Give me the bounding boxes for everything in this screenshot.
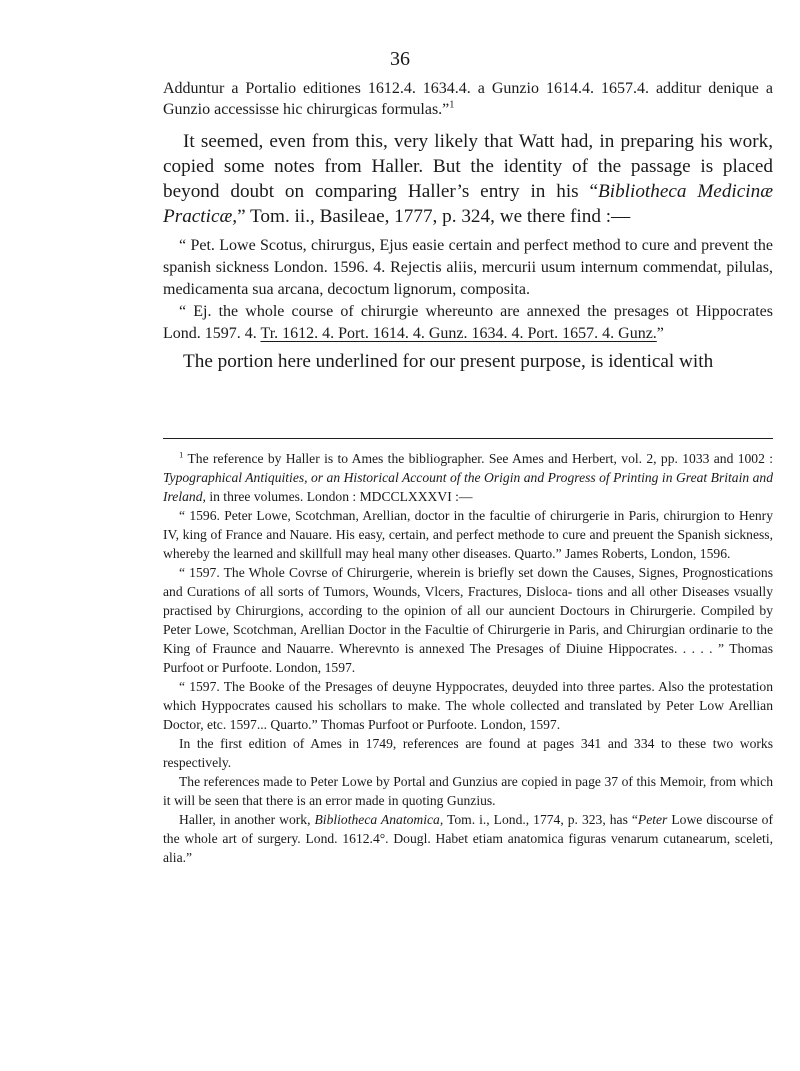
body-paragraph: It seemed, even from this, very likely that Watt had, in preparing his work, copied some notes from Haller. But the identity of the passage is placed beyond doubt on comparing Haller’s entry in his “Bibliotheca Medicinæ Practicæ,” Tom. ii., Basileae, 1777, p. 324, we there find :— [163,131,773,227]
book-title: Bibliotheca Anatomica, [314,812,444,827]
footnote-ref: 1 [449,99,455,111]
page-number: 36 [390,48,410,70]
book-title: Typographical Antiquities, or an Historical Account of the Origin and Progress of Printing in Great Britain and Ireland, [163,470,773,504]
haller-entry-1: “ Pet. Lowe Scotus, chirurgus, Ejus easie certain and perfect method to cure and prevent the spanish sickness London. 1596. 4. Rejectis aliis, mercurii usum internum commendat, pilulas, medicamenta sua arcana, decoctum lignorum, composita. [163,237,773,298]
main-text [163,78,773,374]
footnote-mark: 1 [179,449,184,460]
haller-entry-2: “ Ej. the whole course of chirurgie whereunto are annexed the presages ot Hippocrates Lond. 1597. 4. Tr. 1612. 4. Port. 1614. 4. Gunz. 1634. 4. Port. 1657. 4. Gunz.” [163,303,773,342]
footnote-entry-1597-presages: “ 1597. The Booke of the Presages of deuyne Hyppocrates, deuyded into three partes. Also the protestation which Hyppocrates caused his schollars to make. The whole collected and translated by Peter Low Arellian Doctor, etc. 1597... Quarto.” Thomas Purfoot or Purfoote. London, 1597. [163,679,773,732]
footnote-entry-1596: “ 1596. Peter Lowe, Scotchman, Arellian, doctor in the facultie of chirurgerie in Paris, chirurgion to Henry IV, king of France and Nauare. His easy, certain, and perfect methode to cure and preuent the Spanish sickness, whereby the learned and skillfull may heal many other diseases. Quarto.” James Roberts, London, 1596. [163,508,773,561]
footnote-1: $^1$ The reference by Haller is to Ames the bibliographer. See Ames and Herbert, vol. 2, pp. 1033 and 1002 : Typographical Antiquities, or an Historical Account of the Origin and Progress of Printing in Great Britain and Ireland, in three volumes. London : MDCCLXXXVI :— [163,449,773,504]
footnote-divider [163,438,773,439]
underlined-portion: Tr. 1612. 4. Port. 1614. 4. Gunz. 1634. 4. Port. 1657. 4. Gunz. [260,325,657,342]
latin-quote-paragraph: Adduntur a Portalio editiones 1612.4. 1634.4. a Gunzio 1614.4. 1657.4. additur denique a Gunzio accessisse hic chirurgicas formulas.”$^1$ [163,80,773,118]
footnote-haller-anatomica: Haller, in another work, Bibliotheca Anatomica, Tom. i., Lond., 1774, p. 323, has “Peter Lowe discourse of the whole art of surgery. Lond. 1612.4°. Dougl. Habet etiam anatomica figuras venarum cutanearum, sceleti, alia.” [163,812,773,865]
author-name: Peter [637,812,668,827]
footnote-ames-first-edition: In the first edition of Ames in 1749, references are found at pages 341 and 334 to these two works respectively. [163,736,773,770]
footnote-entry-1597-course: “ 1597. The Whole Covrse of Chirurgerie, wherein is briefly set down the Causes, Signes, Prognostications and Curations of all sorts of Tumors, Wounds, Vlcers, Fractures, Disloca- tions and all other Diseases vsually practised by Chirurgions, according to the opinion of all our auncient Doctours in Chirurgerie. Compiled by Peter Lowe, Scotchman, Arellian Doctor in the Facultie of Chirurgerie in Paris, and Chirurgian ordinarie to the King of Fraunce and Nauarre. Wherevnto is annexed The Presages of Diuine Hippocrates. . . . . ” Thomas Purfoot or Purfoote. London, 1597. [163,565,773,675]
footnotes [163,449,773,867]
body-paragraph-continued: The portion here underlined for our present purpose, is identical with [183,351,714,372]
book-title: Bibliotheca Medicinæ Practicæ, [163,181,773,227]
footnote-portal-gunzius: The references made to Peter Lowe by Portal and Gunzius are copied in page 37 of this Memoir, from which it will be seen that there is an error made in quoting Gunzius. [163,774,773,808]
